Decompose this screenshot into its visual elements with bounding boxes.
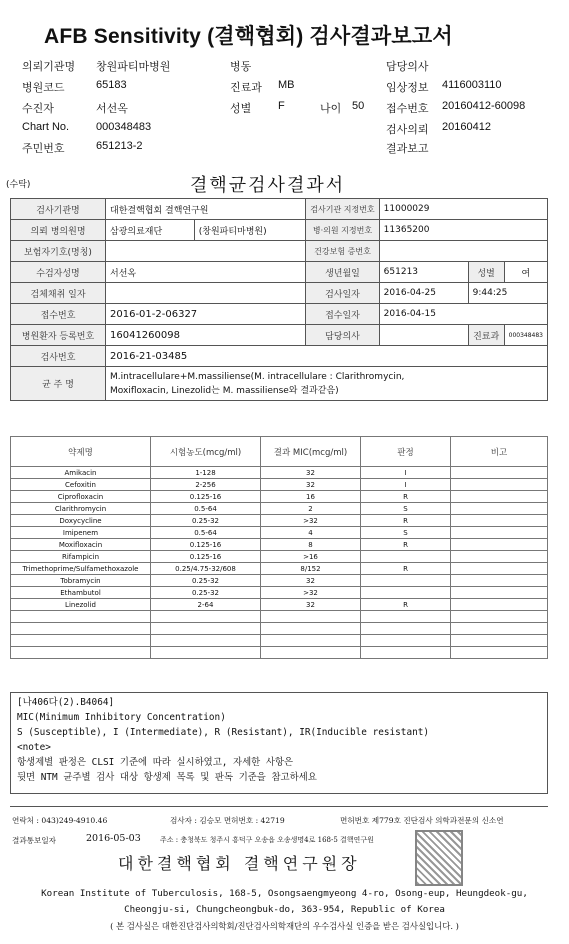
table-cell: 0.125-16 bbox=[151, 491, 261, 503]
table-cell bbox=[361, 647, 451, 659]
table-cell: I bbox=[361, 467, 451, 479]
cell-label: 검사기관 지정번호 bbox=[306, 199, 379, 220]
cell-value bbox=[379, 241, 547, 262]
table-cell: S bbox=[361, 527, 451, 539]
drug-susceptibility-table bbox=[10, 436, 548, 659]
field-label-sex: 성별 bbox=[230, 103, 252, 115]
field-label-request-date: 검사의뢰 bbox=[386, 124, 429, 136]
table-cell bbox=[451, 491, 548, 503]
cell-label: 접수일자 bbox=[306, 304, 379, 325]
cell-label: 검사기관명 bbox=[11, 199, 106, 220]
drug-table-body bbox=[11, 467, 548, 659]
table-cell: 2 bbox=[261, 503, 361, 515]
field-label-receipt-no: 접수번호 bbox=[386, 103, 429, 115]
table-cell: 32 bbox=[261, 599, 361, 611]
field-label-institution: 의뢰기관명 bbox=[22, 61, 76, 73]
table-row bbox=[11, 635, 548, 647]
table-row bbox=[11, 575, 548, 587]
cell-label: 병원환자 등록번호 bbox=[11, 325, 106, 346]
cell-value: 2016-04-25 bbox=[379, 283, 468, 304]
cell-label: 의뢰 병의원명 bbox=[11, 220, 106, 241]
table-cell: R bbox=[361, 563, 451, 575]
field-value-hospital-code: 65183 bbox=[96, 79, 127, 91]
interpretation-note bbox=[10, 692, 548, 794]
table-cell bbox=[361, 623, 451, 635]
table-cell bbox=[261, 635, 361, 647]
table-cell bbox=[451, 479, 548, 491]
field-value-sex: F bbox=[278, 100, 285, 112]
cell-value: 2016-21-03485 bbox=[106, 346, 548, 367]
table-cell: 0.25-32 bbox=[151, 515, 261, 527]
table-row bbox=[11, 515, 548, 527]
table-cell: 0.125-16 bbox=[151, 539, 261, 551]
table-cell bbox=[151, 647, 261, 659]
table-cell bbox=[11, 623, 151, 635]
field-value-receipt-no: 20160412-60098 bbox=[442, 100, 526, 112]
cell-value bbox=[379, 325, 468, 346]
cell-label: 생년월일 bbox=[306, 262, 379, 283]
table-cell bbox=[151, 635, 261, 647]
table-cell: 8/152 bbox=[261, 563, 361, 575]
field-value-request-date: 20160412 bbox=[442, 121, 491, 133]
table-cell bbox=[451, 611, 548, 623]
cell-label: 병·의원 지정번호 bbox=[306, 220, 379, 241]
table-cell: Doxycycline bbox=[11, 515, 151, 527]
species-line: Moxifloxacin, Linezolid는 M. massiliense와 결과같음) bbox=[110, 385, 339, 396]
field-value-chart-no: 000348483 bbox=[96, 121, 152, 133]
table-row bbox=[11, 479, 548, 491]
table-cell: Amikacin bbox=[11, 467, 151, 479]
field-label-doctor: 담당의사 bbox=[386, 61, 429, 73]
table-row bbox=[11, 611, 548, 623]
table-cell bbox=[261, 623, 361, 635]
column-header: 비고 bbox=[451, 437, 548, 467]
note-line: MIC(Minimum Inhibitory Concentration) bbox=[17, 712, 226, 723]
cell-label: 진료과 bbox=[468, 325, 504, 346]
table-cell bbox=[361, 587, 451, 599]
field-label-chart-no: Chart No. bbox=[22, 121, 70, 133]
cell-label: 보험자기호(명칭) bbox=[11, 241, 106, 262]
species-line: M.intracellulare+M.massiliense(M. intracellulare : Clarithromycin, bbox=[110, 371, 405, 382]
column-header: 약제명 bbox=[11, 437, 151, 467]
note-line: 항생제별 판정은 CLSI 기준에 따라 실시하였고, 자세한 사항은 bbox=[17, 757, 294, 768]
field-label-patient: 수진자 bbox=[22, 103, 54, 115]
cell-value: 16041260098 bbox=[106, 325, 306, 346]
table-cell: 0.25-32 bbox=[151, 587, 261, 599]
cell-value bbox=[106, 241, 306, 262]
table-cell bbox=[451, 527, 548, 539]
table-cell: Rifampicin bbox=[11, 551, 151, 563]
table-row bbox=[11, 599, 548, 611]
table-row bbox=[11, 503, 548, 515]
table-cell bbox=[151, 623, 261, 635]
table-cell bbox=[451, 623, 548, 635]
table-row bbox=[11, 527, 548, 539]
table-cell: 0.5-64 bbox=[151, 527, 261, 539]
table-row bbox=[11, 539, 548, 551]
table-cell bbox=[361, 635, 451, 647]
footer-examiner: 검사자 : 김승모 면허번호 : 42719 bbox=[170, 816, 285, 825]
cell-label: 검사일자 bbox=[306, 283, 379, 304]
table-row bbox=[11, 551, 548, 563]
table-cell bbox=[451, 647, 548, 659]
field-label-age: 나이 bbox=[320, 103, 342, 115]
table-cell: 4 bbox=[261, 527, 361, 539]
table-cell: S bbox=[361, 503, 451, 515]
certification-note: ( 본 검사실은 대한진단검사의학회/진단검사의학재단의 우수검사실 인증을 받은 검사실입니다. ) bbox=[110, 921, 459, 931]
field-label-result-report: 결과보고 bbox=[386, 143, 429, 155]
table-cell: >16 bbox=[261, 551, 361, 563]
table-cell bbox=[451, 515, 548, 527]
table-row bbox=[11, 563, 548, 575]
field-label-clinical-info: 임상정보 bbox=[386, 82, 429, 94]
cell-value: 삼광의료재단 bbox=[106, 220, 195, 241]
footer-address-kr: 주소 : 충청북도 청주시 흥덕구 오송읍 오송생명4로 168-5 결핵연구원 bbox=[160, 836, 374, 844]
field-label-ward: 병동 bbox=[230, 61, 252, 73]
field-label-hospital-code: 병원코드 bbox=[22, 82, 65, 94]
table-row bbox=[11, 587, 548, 599]
divider bbox=[10, 806, 548, 807]
cell-label: 건강보험 증번호 bbox=[306, 241, 379, 262]
official-seal-stamp bbox=[415, 830, 463, 886]
table-cell: R bbox=[361, 491, 451, 503]
note-line: 뒷면 NTM 균주별 검사 대상 항생제 목록 및 판독 기준을 참고하세요 bbox=[17, 772, 317, 783]
table-cell: 0.125-16 bbox=[151, 551, 261, 563]
table-cell: Imipenem bbox=[11, 527, 151, 539]
table-row bbox=[11, 623, 548, 635]
table-cell bbox=[151, 611, 261, 623]
cell-label: 성별 bbox=[468, 262, 504, 283]
field-value-patient: 서선옥 bbox=[96, 103, 128, 115]
cell-label: 접수번호 bbox=[11, 304, 106, 325]
table-cell: Ciprofloxacin bbox=[11, 491, 151, 503]
table-cell bbox=[451, 539, 548, 551]
report-title: AFB Sensitivity (결핵협회) 검사결과보고서 bbox=[44, 25, 453, 48]
table-cell bbox=[451, 587, 548, 599]
table-cell bbox=[361, 575, 451, 587]
field-value-age: 50 bbox=[352, 100, 365, 112]
cell-label: 담당의사 bbox=[306, 325, 379, 346]
table-cell: R bbox=[361, 515, 451, 527]
table-cell: 32 bbox=[261, 479, 361, 491]
table-cell: Tobramycin bbox=[11, 575, 151, 587]
table-cell: 16 bbox=[261, 491, 361, 503]
species-cell bbox=[106, 367, 548, 401]
cell-value: 11000029 bbox=[379, 199, 547, 220]
field-value-institution: 창원파티마병원 bbox=[96, 61, 171, 73]
cell-value: 대한결핵협회 결핵연구원 bbox=[106, 199, 306, 220]
cell-value: 2016-01-2-06327 bbox=[106, 304, 306, 325]
table-cell bbox=[451, 635, 548, 647]
footer-report-label: 결과통보일자 bbox=[12, 836, 57, 845]
table-cell: 32 bbox=[261, 467, 361, 479]
cell-value: (창원파티마병원) bbox=[194, 220, 306, 241]
table-row bbox=[11, 467, 548, 479]
note-line: <note> bbox=[17, 742, 51, 753]
table-row bbox=[11, 491, 548, 503]
table-cell bbox=[451, 563, 548, 575]
table-cell bbox=[261, 611, 361, 623]
table-cell: 32 bbox=[261, 575, 361, 587]
table-cell bbox=[451, 575, 548, 587]
address-en-line: Korean Institute of Tuberculosis, 168-5, Osongsaengmyeong 4-ro, Osong-eup, Heungdeok-gu, bbox=[41, 888, 528, 899]
cell-label: 검사번호 bbox=[11, 346, 106, 367]
footer-report-date: 2016-05-03 bbox=[86, 833, 141, 844]
cell-value: 000348483 bbox=[504, 325, 547, 346]
table-cell bbox=[11, 611, 151, 623]
note-line: [나406다(2).B4064] bbox=[17, 697, 115, 708]
table-cell: Trimethoprime/Sulfamethoxazole bbox=[11, 563, 151, 575]
table-cell: Moxifloxacin bbox=[11, 539, 151, 551]
column-header: 결과 MIC(mcg/ml) bbox=[261, 437, 361, 467]
cell-value: 서선옥 bbox=[106, 262, 306, 283]
table-cell: R bbox=[361, 539, 451, 551]
consignment-mark: (수탁) bbox=[6, 180, 31, 190]
footer-phone: 연락처 : 043)249-4910.46 bbox=[12, 816, 108, 825]
table-cell bbox=[361, 611, 451, 623]
table-cell: 0.25/4.75-32/608 bbox=[151, 563, 261, 575]
table-cell bbox=[11, 635, 151, 647]
field-value-department: MB bbox=[278, 79, 295, 91]
sheet-title: 결핵균검사결과서 bbox=[190, 175, 346, 196]
table-cell bbox=[261, 647, 361, 659]
table-cell: 1-128 bbox=[151, 467, 261, 479]
table-cell: 8 bbox=[261, 539, 361, 551]
table-cell bbox=[11, 647, 151, 659]
cell-label: 균 주 명 bbox=[11, 367, 106, 401]
table-cell: Cefoxitin bbox=[11, 479, 151, 491]
table-cell: >32 bbox=[261, 515, 361, 527]
field-label-department: 진료과 bbox=[230, 82, 262, 94]
table-cell bbox=[451, 551, 548, 563]
cell-value: 여 bbox=[504, 262, 547, 283]
organization-name: 대한결핵협회 결핵연구원장 bbox=[118, 854, 361, 873]
table-cell: Clarithromycin bbox=[11, 503, 151, 515]
cell-value: 651213 bbox=[379, 262, 468, 283]
table-cell bbox=[361, 551, 451, 563]
cell-label: 수검자성명 bbox=[11, 262, 106, 283]
table-cell: Linezolid bbox=[11, 599, 151, 611]
footer-license: 면허번호 제779호 진단검사 의학과전문의 신소연 bbox=[340, 816, 504, 825]
table-cell bbox=[451, 467, 548, 479]
table-cell: 0.5-64 bbox=[151, 503, 261, 515]
field-label-resident-no: 주민번호 bbox=[22, 143, 65, 155]
field-value-clinical-info: 4116003110 bbox=[442, 79, 502, 91]
patient-info-table bbox=[10, 198, 548, 401]
table-cell: 0.25-32 bbox=[151, 575, 261, 587]
cell-value bbox=[106, 283, 306, 304]
cell-value: 2016-04-15 bbox=[379, 304, 547, 325]
column-header: 시험농도(mcg/ml) bbox=[151, 437, 261, 467]
table-cell: >32 bbox=[261, 587, 361, 599]
cell-value: 11365200 bbox=[379, 220, 547, 241]
table-cell bbox=[451, 503, 548, 515]
table-cell: 2-256 bbox=[151, 479, 261, 491]
note-line: S (Susceptible), I (Intermediate), R (Resistant), IR(Inducible resistant) bbox=[17, 727, 430, 738]
column-header: 판정 bbox=[361, 437, 451, 467]
address-en-line: Cheongju-si, Chungcheongbuk-do, 363-954, Republic of Korea bbox=[124, 904, 445, 915]
cell-label: 검체채취 일자 bbox=[11, 283, 106, 304]
table-cell: Ethambutol bbox=[11, 587, 151, 599]
cell-value: 9:44:25 bbox=[468, 283, 547, 304]
table-row bbox=[11, 647, 548, 659]
table-cell bbox=[451, 599, 548, 611]
table-cell: I bbox=[361, 479, 451, 491]
field-value-resident-no: 651213-2 bbox=[96, 140, 143, 152]
table-cell: 2-64 bbox=[151, 599, 261, 611]
table-cell: R bbox=[361, 599, 451, 611]
